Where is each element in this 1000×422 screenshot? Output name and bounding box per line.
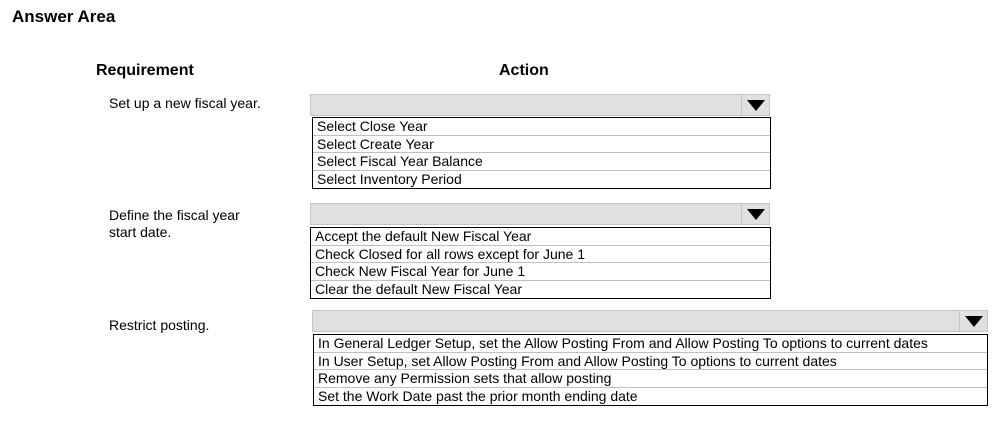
action-options-1 xyxy=(312,117,771,189)
requirement-heading: Requirement xyxy=(96,62,194,79)
requirement-1 xyxy=(109,95,261,112)
chevron-down-icon xyxy=(747,209,765,220)
answer-area-title: Answer Area xyxy=(12,7,116,26)
option-item[interactable]: Remove any Permission sets that allow posting xyxy=(314,370,987,388)
requirement-3-line: Restrict posting. xyxy=(109,317,210,333)
action-options-2 xyxy=(310,227,771,299)
action-dropdown-2[interactable] xyxy=(310,203,770,225)
requirement-3 xyxy=(109,317,209,334)
option-item[interactable]: In User Setup, set Allow Posting From and Allow Posting To options to current dates xyxy=(314,353,987,371)
option-item[interactable]: Select Inventory Period xyxy=(317,170,462,187)
action-heading: Action xyxy=(499,62,549,79)
option-item[interactable]: In General Ledger Setup, set the Allow Posting From and Allow Posting To options to current dates xyxy=(314,335,987,353)
dropdown-3-button[interactable] xyxy=(959,311,987,331)
option-item[interactable]: Clear the default New Fiscal Year xyxy=(315,280,522,297)
option-item[interactable]: Check New Fiscal Year for June 1 xyxy=(311,263,770,281)
requirement-2-line: start date. xyxy=(109,224,172,240)
action-dropdown-3[interactable] xyxy=(312,310,988,332)
chevron-down-icon xyxy=(965,316,983,327)
option-item[interactable]: Set the Work Date past the prior month ending date xyxy=(318,387,638,404)
option-item[interactable]: Select Create Year xyxy=(313,136,770,154)
dropdown-1-button[interactable] xyxy=(741,95,769,115)
chevron-down-icon xyxy=(747,100,765,111)
option-item[interactable]: Select Close Year xyxy=(313,118,770,136)
action-dropdown-1[interactable] xyxy=(310,94,770,116)
requirement-2-line: Define the fiscal year xyxy=(109,207,240,223)
action-options-3 xyxy=(313,334,988,406)
option-item[interactable]: Accept the default New Fiscal Year xyxy=(311,228,770,246)
dropdown-2-button[interactable] xyxy=(741,204,769,224)
requirement-2 xyxy=(109,207,240,241)
option-item[interactable]: Select Fiscal Year Balance xyxy=(313,153,770,171)
option-item[interactable]: Check Closed for all rows except for June 1 xyxy=(311,246,770,264)
requirement-1-line: Set up a new fiscal year. xyxy=(109,95,261,111)
